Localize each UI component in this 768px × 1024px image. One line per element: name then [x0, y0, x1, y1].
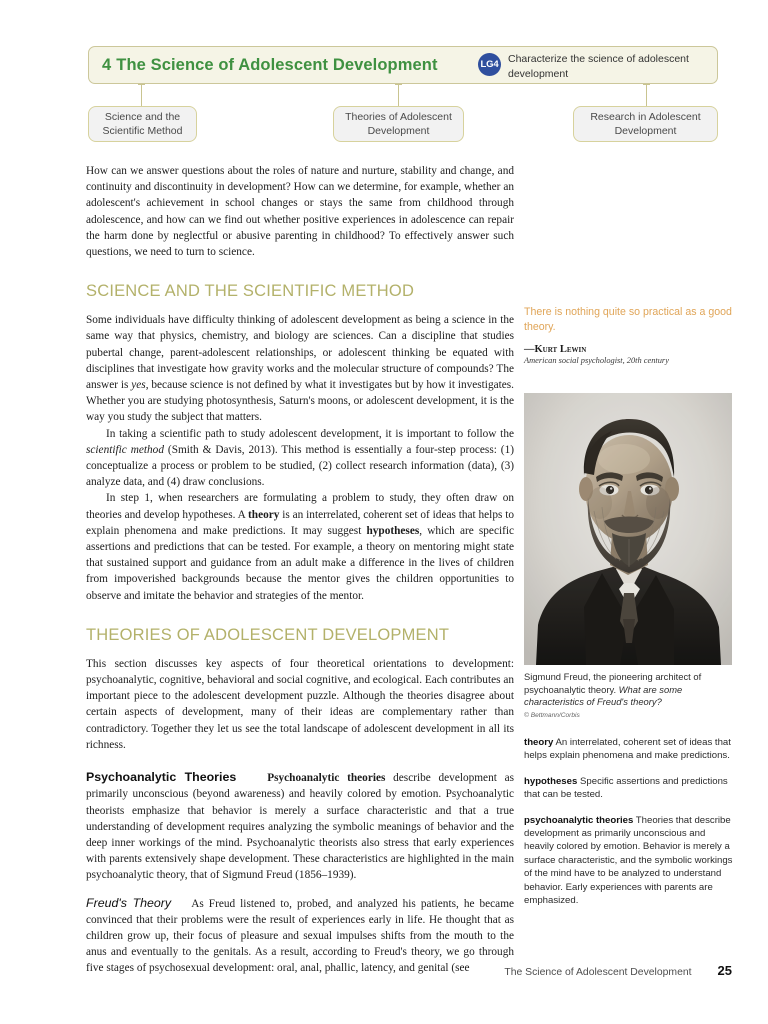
margin-quote-block	[524, 305, 732, 365]
connector-line-3	[646, 84, 647, 106]
text-run: In step 1, when researchers are formulating a problem to study, they often draw on theories and develop hypotheses. A	[86, 492, 514, 521]
quote-subtitle: American social psychologist, 20th century	[524, 356, 669, 365]
connector-line-1	[141, 84, 142, 106]
key-term-theory: theory	[248, 508, 280, 521]
glossary-definition: Specific assertions and predictions that can be tested.	[524, 775, 728, 801]
chapter-header-title	[89, 56, 438, 75]
section-heading-theories-of-adolescent-development: THEORIES OF ADOLESCENT DEVELOPMENT	[86, 625, 450, 644]
topic-box-label: Science and the Scientific Method	[102, 111, 183, 137]
footer-running-head: The Science of Adolescent Development	[504, 967, 692, 978]
text-run: , because science is not defined by what it investigates but by how it investigates. Whether you are studying photosynthesis, Saturn's moons, or adolescent development, it is the way you study the subject that matters.	[86, 379, 514, 424]
topic-box-science-and-the-scientific-method[interactable]	[88, 106, 197, 142]
text-run: describe development as primarily unconscious (beyond awareness) and heavily colored by emotion. Psychoanalytic theorists emphasize that behavior is merely a surface characteristic and that a true understanding of development requires analyzing the symbolic meanings of behavior and the deep inner workings of the mind. Psychoanalytic theorists also stress that early experiences with parents extensively shape development. These characteristics are highlighted in the main psychoanalytic theory, that of Sigmund Freud (1856–1939).	[86, 772, 515, 882]
paragraph-science-definition	[86, 312, 514, 425]
text-run: As Freud listened to, probed, and analyzed his patients, he became convinced that their problems were the result of experiences early in life. He thought that as children grow up, their focus of pleasure and sexual impulses shifts from the mouth to the anus and eventually to the genitals. As a result, according to Freud's theory, we go through five stages of psychosexual development: oral, anal, phallic, latency, and genital (see	[86, 897, 515, 975]
freud-portrait-photo	[524, 393, 732, 665]
intro-paragraph: How can we answer questions about the roles of nature and nurture, stability and change, and continuity and discontinuity in development? How can we determine, for example, whether an adolescent's achievement in school changes or stays the same from childhood through adolescence, and how can we find out whether positive experiences in adolescence can repair the harm done by neglectful or abusive parenting in childhood? To effectively answer such questions, we need to turn to science.	[86, 165, 514, 259]
text-run: , which are specific assertions and predictions that can be tested. For example, a theory on mentoring might state that sustained support and guidance from an adult make a difference in the lives of children from impoverished backgrounds because the mentor gives the children opportunities to observe and imitate the behavior and strategies of the mentor.	[86, 524, 515, 602]
glossary-term: hypotheses	[524, 775, 578, 787]
quote-attribution: —Kurt Lewin	[524, 344, 587, 355]
photo-caption	[524, 671, 734, 722]
section-heading-science-and-the-scientific-method: SCIENCE AND THE SCIENTIFIC METHOD	[86, 282, 415, 301]
learning-goal-objective: Characterize the science of adolescent development	[508, 53, 689, 80]
glossary-entry-hypotheses	[524, 775, 736, 802]
topic-box-label: Research in Adolescent Development	[590, 111, 701, 137]
runin-heading-psychoanalytic-theories: Psychoanalytic Theories	[86, 770, 237, 785]
paragraph-scientific-method	[86, 426, 514, 491]
glossary-definition: Theories that describe development as primarily unconscious and heavily colored by emotion. Behavior is merely a surface characteristic, and the symbolic workings of the mind have to be analyzed to understand behavior. Early experiences with parents are emphasized.	[524, 814, 733, 907]
emphasis-scientific-method: scientific method	[86, 443, 164, 456]
photo-credit: © Bettmann/Corbis	[524, 711, 580, 719]
main-text-column	[86, 163, 514, 977]
topic-box-theories-of-adolescent-development[interactable]	[333, 106, 464, 142]
key-term-hypotheses: hypotheses	[366, 524, 420, 537]
glossary-term: psychoanalytic theories	[524, 814, 634, 826]
quote-text: There is nothing quite so practical as a good theory.	[524, 306, 732, 333]
chapter-number: 4	[102, 55, 112, 74]
caption-text: Sigmund Freud, the pioneering architect of psychoanalytic theory.	[524, 671, 702, 695]
connector-line-2	[398, 84, 399, 106]
key-term-psychoanalytic-theories: Psychoanalytic theories	[267, 772, 386, 785]
margin-glossary	[524, 736, 736, 919]
topic-box-label: Theories of Adolescent Development	[345, 111, 452, 137]
glossary-entry-theory	[524, 736, 736, 763]
paragraph-psychoanalytic-theories	[86, 769, 514, 883]
text-run: (Smith & Davis, 2013). This method is essentially a four-step process: (1) conceptualize a process or problem to be studied, (2) collect research information (data), (3) analyze data, and (4) draw conclusions.	[86, 443, 514, 489]
text-run: is an interrelated, coherent set of ideas that helps to explain phenomena and make predictions. It may suggest	[86, 508, 515, 537]
runin-heading-freuds-theory: Freud's Theory	[86, 895, 172, 910]
glossary-definition: An interrelated, coherent set of ideas that helps explain phenomena and make predictions.	[524, 737, 731, 762]
glossary-entry-psychoanalytic-theories	[524, 814, 736, 908]
chapter-title-text: The Science of Adolescent Development	[116, 55, 438, 74]
caption-question: What are some characteristics of Freud's theory?	[524, 683, 683, 708]
text-run: Some individuals have difficulty thinking of adolescent development as being a science in the same way that physics, chemistry, and biology are sciences. Can a discipline that studies pubertal change, parent-adolescent relationships, or adolescent thinking be equated with disciplines that investigate how gravity works and the molecular structure of compounds? The answer is	[86, 314, 514, 392]
paragraph-theoretical-orientations: This section discusses key aspects of four theoretical orientations to development: psychoanalytic, cognitive, behavioral and social cognitive, and ecological. Each contributes an important piece to the adolescent development puzzle. Although the theories disagree about certain aspects of development, many of their ideas are complementary rather than contradictory. Together they let us see the total landscape of adolescent development in all its richness.	[86, 657, 514, 751]
topic-box-research-in-adolescent-development[interactable]	[573, 106, 718, 142]
learning-goal-badge: LG4	[478, 53, 501, 76]
paragraph-theory-hypotheses	[86, 490, 514, 603]
page-number: 25	[717, 963, 732, 978]
page-footer	[440, 963, 732, 978]
text-run: In taking a scientific path to study adolescent development, it is important to follow the	[106, 427, 514, 440]
glossary-term: theory	[524, 737, 554, 748]
emphasis-yes: yes	[131, 379, 146, 392]
